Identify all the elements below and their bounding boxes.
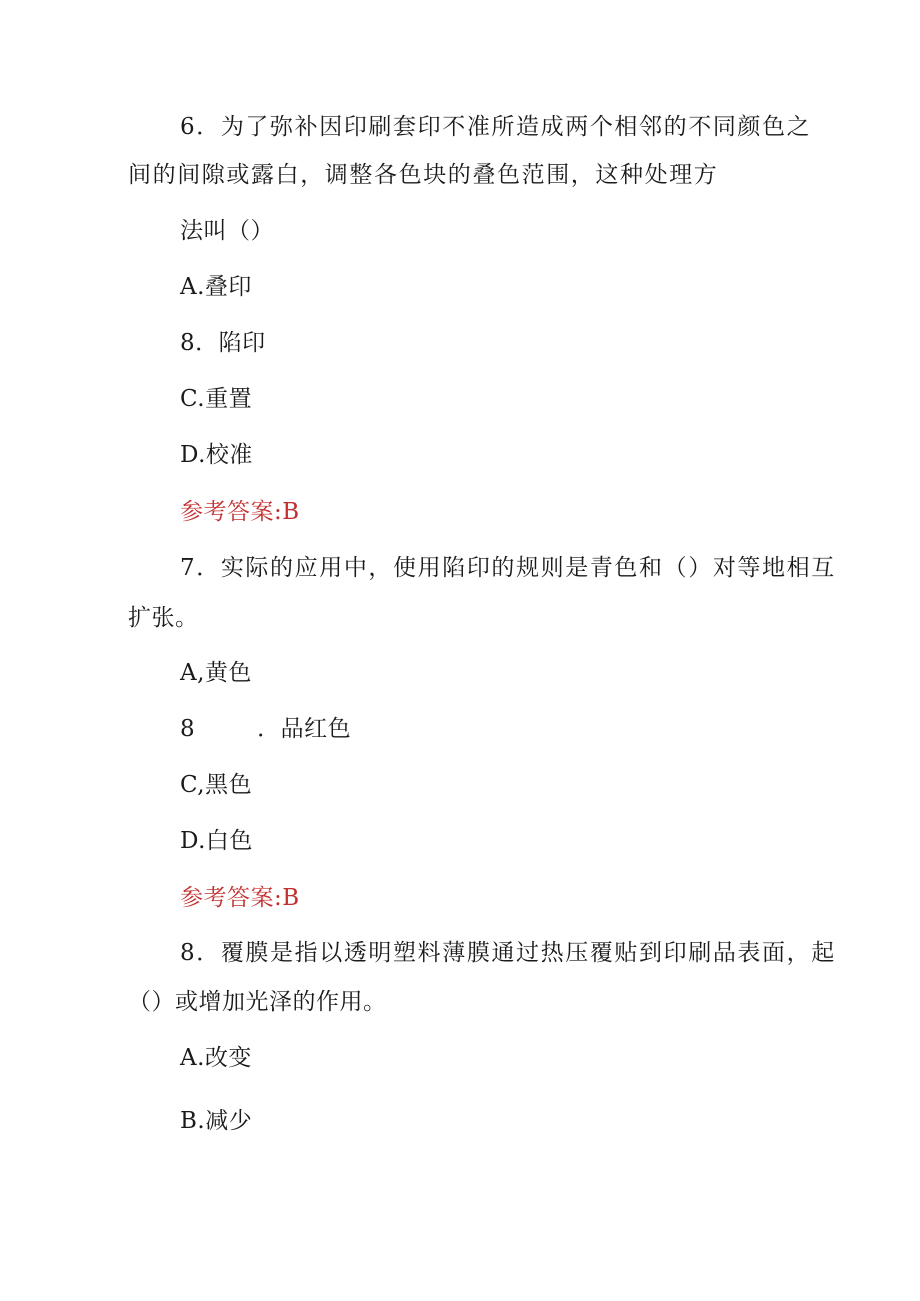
question-7-stem-line-1: 7．实际的应用中，使用陷印的规则是青色和（）对等地相互 bbox=[180, 555, 836, 581]
question-7-option-b bbox=[180, 714, 351, 744]
question-6-option-c: C.重置 bbox=[180, 386, 253, 412]
question-7-option-b-text: ．品红色 bbox=[257, 716, 352, 742]
question-8-stem-line-1: 8．覆膜是指以透明塑料薄膜通过热压覆贴到印刷品表面，起 bbox=[180, 940, 836, 966]
question-6-option-d: D.校准 bbox=[180, 442, 253, 468]
question-7-option-b-number: 8 bbox=[180, 716, 196, 742]
question-8-stem-line-2: （）或增加光泽的作用。 bbox=[128, 989, 387, 1015]
question-8-option-b: B.减少 bbox=[180, 1108, 253, 1134]
question-6-stem-line-3: 法叫（） bbox=[180, 218, 274, 244]
question-6-stem-line-1: 6．为了弥补因印刷套印不准所造成两个相邻的不同颜色之 bbox=[180, 114, 812, 140]
question-7-stem-line-2: 扩张。 bbox=[128, 605, 199, 631]
question-7-option-a: A,黄色 bbox=[180, 660, 252, 686]
question-7-answer: 参考答案:B bbox=[180, 885, 300, 911]
question-8-option-a: A.改变 bbox=[180, 1045, 252, 1071]
question-7-option-d: D.白色 bbox=[180, 828, 253, 854]
question-6-option-a: A.叠印 bbox=[180, 274, 252, 300]
question-6-answer: 参考答案:B bbox=[180, 499, 300, 525]
question-7-option-c: C,黑色 bbox=[180, 772, 253, 798]
question-6-option-b: 8．陷印 bbox=[180, 330, 266, 356]
question-6-stem-line-2: 间的间隙或露白，调整各色块的叠色范围，这种处理方 bbox=[128, 162, 719, 188]
